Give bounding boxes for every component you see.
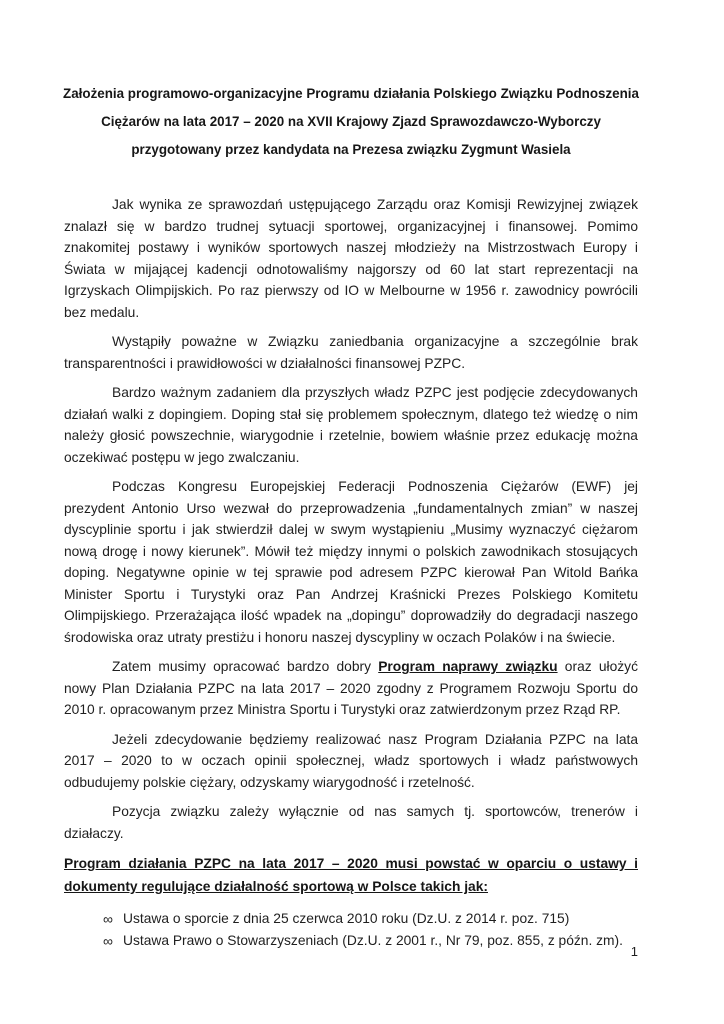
legal-acts-list [64,908,638,952]
paragraph-position: Pozycja związku zależy wyłącznie od nas samych tj. sportowców, trenerów i działaczy. [64,804,638,841]
list-item-text: Ustawa o sporcie z dnia 25 czerwca 2010 roku (Dz.U. z 2014 r. poz. 715) [123,911,570,926]
paragraph-neglect: Wystąpiły poważne w Związku zaniedbania organizacyjne a szczególnie brak transparentności i prawidłowości w działalności finansowej PZPC. [64,334,638,371]
infinity-bullet-icon: ∞ [103,933,113,949]
list-item [103,908,638,930]
repair-program-text-before: Zatem musimy opracować bardzo dobry [112,659,379,674]
paragraph-rebuild: Jeżeli zdecydowanie będziemy realizować nasz Program Działania PZPC na lata 2017 – 2020 to w oczach opinii społecznej, władz sportowych i władz państwowych odbudujemy polskie ciężary, odzyskamy wiarygodność i rzetelność. [64,731,638,790]
page-number: 1 [630,944,638,959]
document-title [64,80,638,164]
paragraph-repair-program [64,656,638,721]
repair-program-emphasis: Program naprawy związku [378,659,558,674]
title-line: Ciężarów na lata 2017 – 2020 na XVII Krajowy Zjazd Sprawozdawczo-Wyborczy [101,114,601,129]
list-item [103,930,638,952]
repair-program-text-after: oraz ułożyć nowy Plan Działania PZPC na lata 2017 – 2020 zgodny z Programem Rozwoju Sportu do 2010 r. opracowanym przez Ministra Sportu i Turystyki oraz zatwierdzonym przez Rząd RP. [64,659,638,717]
title-line: Założenia programowo-organizacyjne Programu działania Polskiego Związku Podnoszenia [63,86,639,101]
paragraph-ewf-congress: Podczas Kongresu Europejskiej Federacji Podnoszenia Ciężarów (EWF) jej prezydent Antonio Urso wezwał do przeprowadzenia „fundamentalnych zmian” w naszej dyscyplinie sportu i jak stwierdził dalej w swym wystąpieniu „Musimy wyznaczyć ciężarom nową drogę i nowy kierunek”. Mówił też między innymi o polskich zawodnikach stosujących doping. Negatywne opinie w tej sprawie pod adresem PZPC kierował Pan Witold Bańka Minister Sportu i Turystyki oraz Pan Andrzej Kraśnicki Prezes Polskiego Komitetu Olimpijskiego. Przerażająca ilość wpadek na „dopingu” doprowadziły do degradacji naszego środowiska oraz utraty prestiżu i honoru naszej dyscypliny w oczach Polaków i na świecie. [64,479,638,645]
infinity-bullet-icon: ∞ [103,911,113,927]
title-line: przygotowany przez kandydata na Prezesa związku Zygmunt Wasiela [131,142,571,157]
paragraph-doping: Bardzo ważnym zadaniem dla przyszłych władz PZPC jest podjęcie zdecydowanych działań walki z dopingiem. Doping stał się problemem społecznym, dlatego też wiedzę o nim należy głosić powszechnie, wiarygodnie i rzetelnie, bowiem właśnie przez edukację można oczekiwać postępu w jego zwalczaniu. [64,385,638,465]
section-heading-legal-basis: Program działania PZPC na lata 2017 – 2020 musi powstać w oparciu o ustawy i dokumenty regulujące działalność sportową w Polsce takich jak: [64,856,638,894]
paragraph-intro: Jak wynika ze sprawozdań ustępującego Zarządu oraz Komisji Rewizyjnej związek znalazł się w bardzo trudnej sytuacji sportowej, organizacyjnej i finansowej. Pomimo znakomitej postawy i wyników sportowych naszej młodzieży na Mistrzostwach Europy i Świata w mijającej kadencji odnotowaliśmy najgorszy od 60 lat start reprezentacji na Igrzyskach Olimpijskich. Po raz pierwszy od IO w Melbourne w 1956 r. zawodnicy powrócili bez medalu. [64,197,638,320]
list-item-text: Ustawa Prawo o Stowarzyszeniach (Dz.U. z 2001 r., Nr 79, poz. 855, z późn. zm). [123,933,623,948]
